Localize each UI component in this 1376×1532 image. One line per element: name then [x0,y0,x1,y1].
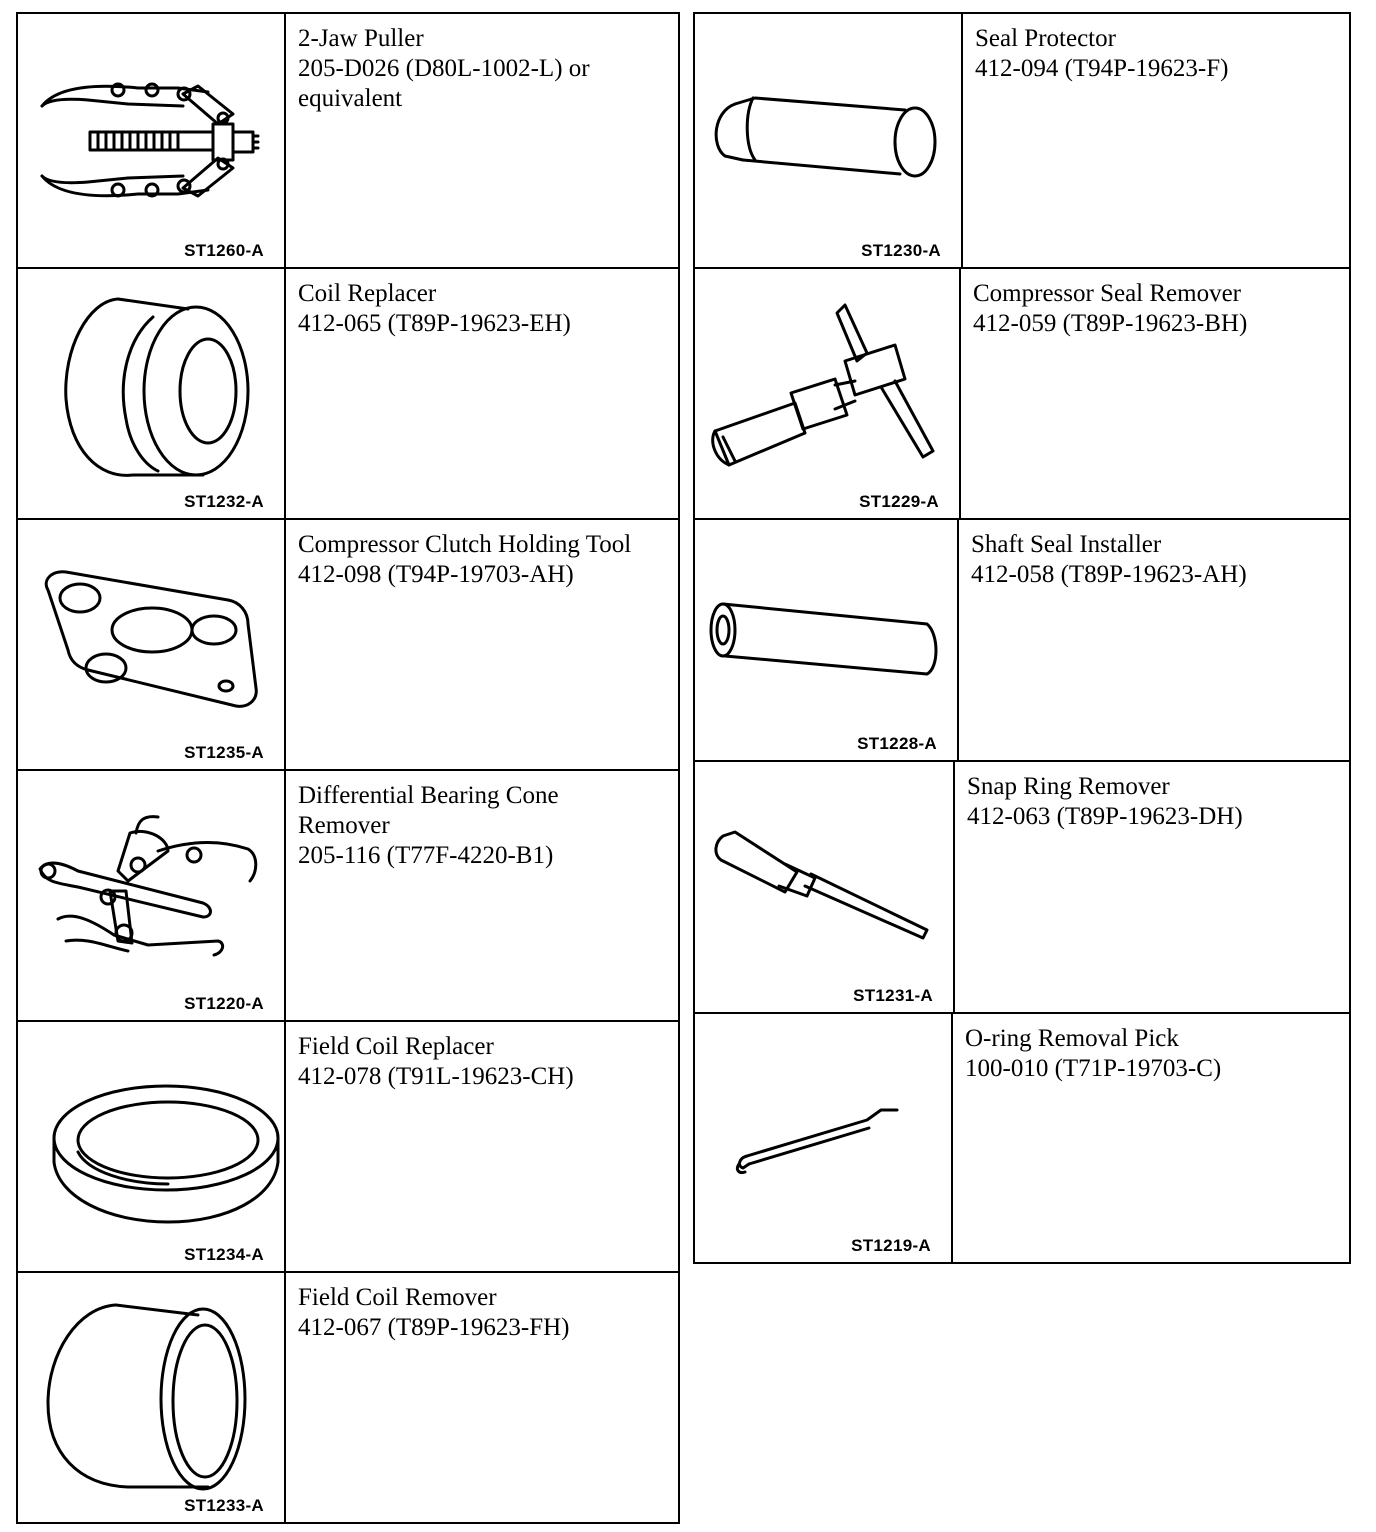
tool-image-cell [18,14,286,267]
tool-row-coil-replacer [18,269,678,520]
tool-part-number: 412-098 (T94P-19703-AH) [298,561,574,588]
tool-image-cell [18,520,286,769]
tool-row-bearing-cone-remover [18,771,678,1022]
tool-text-cell [286,1273,678,1522]
tool-text-cell [963,14,1349,267]
tool-image-cell [18,1022,286,1271]
tool-part-number: 412-078 (T91L-19623-CH) [298,1063,574,1090]
tool-row-field-coil-remover [18,1273,678,1522]
tool-name: Coil Replacer [298,280,437,307]
tool-name: Differential Bearing Cone Remover [298,782,559,839]
tool-text-cell [286,771,678,1020]
illustration-code: ST1234-A [184,1245,264,1264]
two-jaw-puller-icon [18,14,284,267]
tool-row-clutch-holding-tool [18,520,678,771]
tool-part-number: 412-094 (T94P-19623-F) [975,55,1229,82]
seal-protector-icon [695,14,961,267]
tool-part-number: 412-067 (T89P-19623-FH) [298,1314,570,1341]
tool-name: Shaft Seal Installer [971,531,1162,558]
tool-row-seal-protector [695,14,1349,269]
right-tool-table [693,12,1351,1264]
tool-name: Snap Ring Remover [967,773,1170,800]
shaft-seal-installer-icon [695,520,957,760]
tool-row-field-coil-replacer [18,1022,678,1273]
tool-part-number: 205-116 (T77F-4220-B1) [298,842,554,869]
illustration-code: ST1228-A [857,734,937,753]
tool-text-cell [961,269,1349,518]
coil-replacer-icon [18,269,284,518]
tool-row-2-jaw-puller [18,14,678,269]
tool-text-cell [286,520,678,769]
tool-part-number: 412-058 (T89P-19623-AH) [971,561,1247,588]
illustration-code: ST1231-A [853,986,933,1005]
tool-text-cell [286,14,678,267]
tool-row-seal-remover [695,269,1349,520]
bearing-cone-remover-icon [18,771,284,1020]
illustration-code: ST1260-A [184,241,264,260]
tool-part-number: 412-063 (T89P-19623-DH) [967,803,1243,830]
tool-image-cell [695,269,961,518]
tool-text-cell [959,520,1349,760]
tool-name: Field Coil Replacer [298,1033,494,1060]
tool-name: O-ring Removal Pick [965,1025,1179,1052]
tool-name: Compressor Seal Remover [973,280,1242,307]
seal-remover-icon [695,269,959,518]
tool-name: Compressor Clutch Holding Tool [298,531,632,558]
tool-name: Field Coil Remover [298,1284,497,1311]
illustration-code: ST1230-A [861,241,941,260]
tool-row-o-ring-pick [695,1014,1349,1262]
tool-name: Seal Protector [975,25,1116,52]
tool-image-cell [695,520,959,760]
field-coil-remover-icon [18,1273,284,1520]
illustration-code: ST1220-A [184,994,264,1013]
illustration-code: ST1229-A [859,492,939,511]
tool-part-number: 412-059 (T89P-19623-BH) [973,310,1248,337]
tool-name: 2-Jaw Puller [298,25,424,52]
clutch-holding-tool-icon [18,520,284,769]
tool-text-cell [286,1022,678,1271]
tool-image-cell [695,1014,953,1262]
tool-image-cell [18,1273,286,1522]
tool-text-cell [286,269,678,518]
tool-part-number: 412-065 (T89P-19623-EH) [298,310,571,337]
tool-image-cell [695,762,955,1012]
tool-row-shaft-seal-installer [695,520,1349,762]
illustration-code: ST1232-A [184,492,264,511]
tool-image-cell [18,269,286,518]
tool-text-cell [955,762,1349,1012]
tool-text-cell [953,1014,1349,1262]
illustration-code: ST1219-A [851,1236,931,1255]
tool-image-cell [18,771,286,1020]
illustration-code: ST1235-A [184,743,264,762]
tool-part-number: 205-D026 (D80L-1002-L) or equivalent [298,55,590,112]
tool-row-snap-ring-remover [695,762,1349,1014]
left-tool-table [16,12,680,1524]
tool-part-number: 100-010 (T71P-19703-C) [965,1055,1222,1082]
o-ring-pick-icon [695,1014,951,1260]
snap-ring-remover-icon [695,762,953,1012]
tool-image-cell [695,14,963,267]
illustration-code: ST1233-A [184,1496,264,1515]
field-coil-replacer-icon [18,1022,284,1271]
